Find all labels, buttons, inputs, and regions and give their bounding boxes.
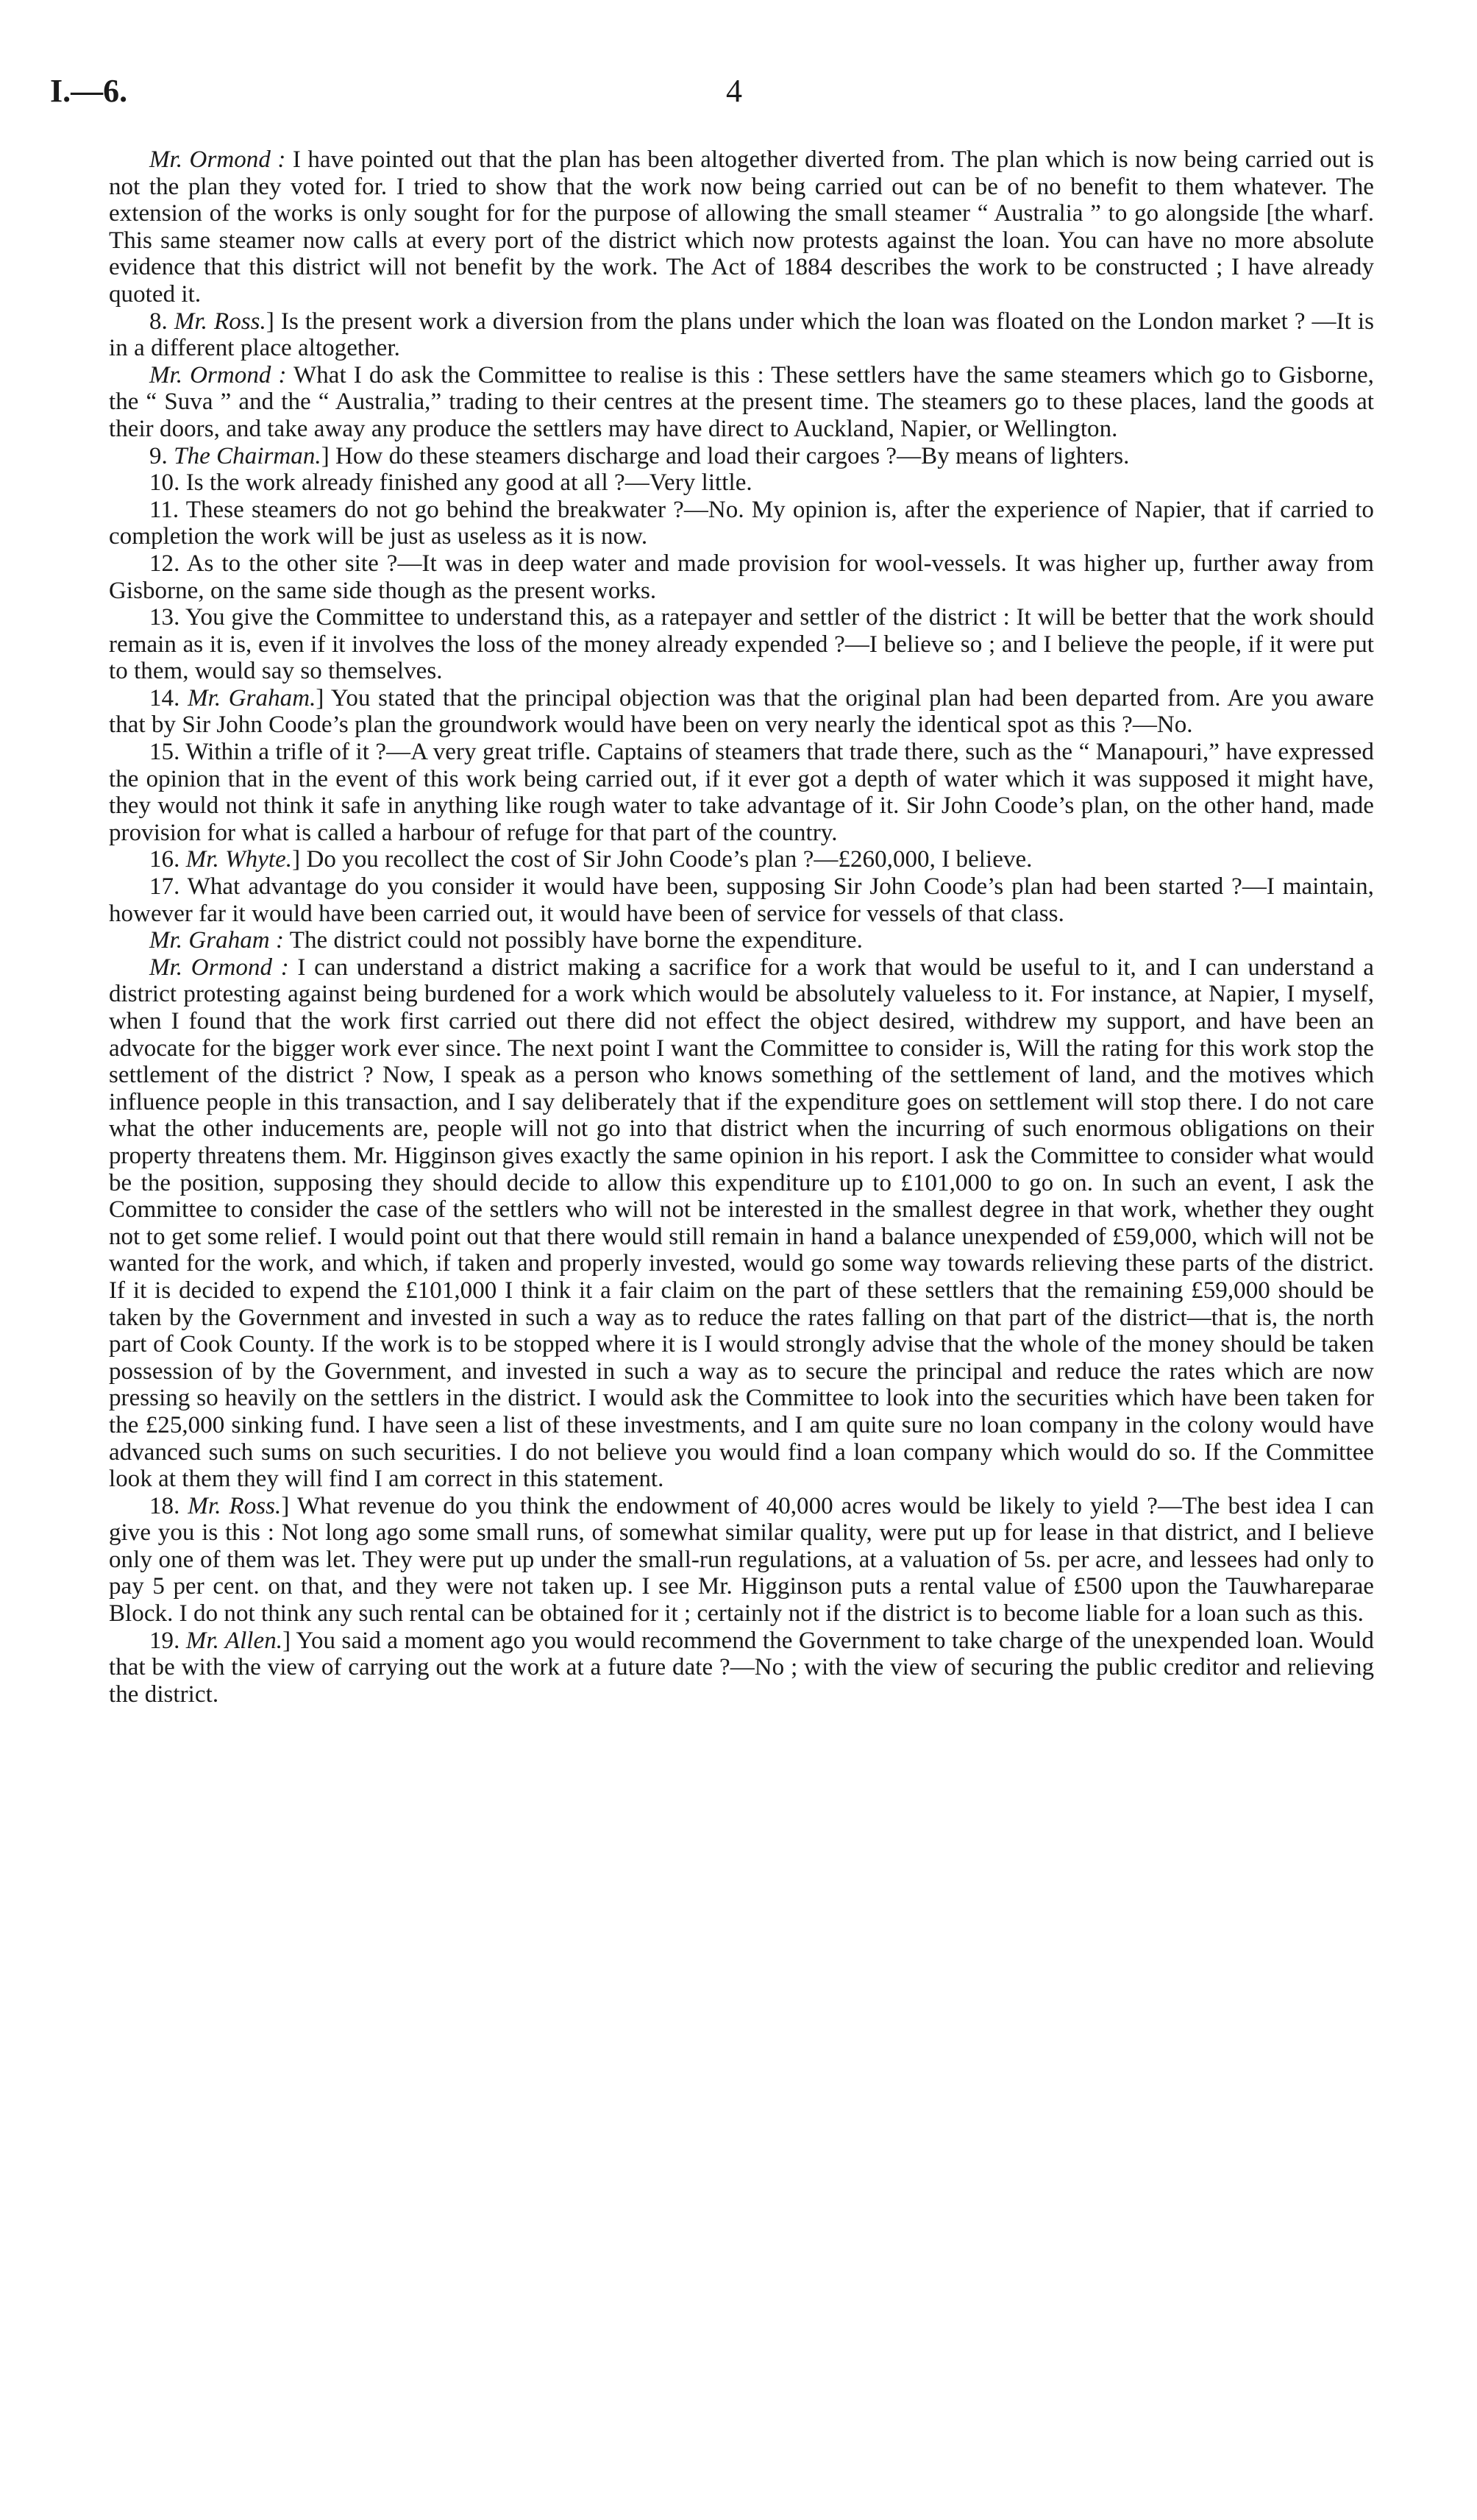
speaker: Mr. Whyte. (185, 846, 293, 873)
question-number: 13. (149, 604, 180, 631)
paragraph (109, 846, 1374, 873)
paragraph (109, 308, 1374, 362)
paragraph (109, 1628, 1374, 1708)
speaker: Mr. Ormond : (149, 361, 287, 388)
paragraph-text: Is the work already finished any good at all ?—Very little. (185, 469, 752, 497)
question-number: 8. (149, 308, 168, 335)
paragraph-text: What I do ask the Committee to realise is this : These settlers have the same steamers which go to Gisborne, the “ Suva ” and the “ Australia,” trading to their centres at the present time. The steamers go to these places, land the goods at their doors, and take away any produce the settlers may have direct to Auckland, Napier, or Wellington. (109, 361, 1374, 442)
paragraph-text: ] What revenue do you think the endowment of 40,000 acres would be likely to yield ?—The best idea I can give you is this : Not long ago some small runs, of somewhat similar quality, were put up for lease in that district, and I believe only one of them was let. They were put up under the small-run regulations, at a valuation of 5s. per acre, and lessees had only to pay 5 per cent. on that, and they were not taken up. I see Mr. Higginson puts a rental value of £500 upon the Tauwhareparae Block. I do not think any such rental can be obtained for it ; certainly not if the district is to become liable for a loan such as this. (109, 1492, 1374, 1628)
speaker: Mr. Graham : (149, 927, 285, 954)
paragraph-text: ] Is the present work a diversion from the plans under which the loan was floated on the London market ? —It is in a different place altogether. (109, 308, 1374, 362)
speaker: Mr. Ormond : (149, 146, 286, 173)
paragraph-text: ] You said a moment ago you would recommend the Government to take charge of the unexpended loan. Would that be with the view of carrying out the work at a future date ?—No ; with the view of securing the public creditor and relieving the district. (109, 1627, 1374, 1708)
paragraph (109, 739, 1374, 846)
document-reference: I.—6. (50, 73, 128, 109)
speaker: The Chairman. (174, 442, 321, 469)
speaker: Mr. Ross. (174, 308, 266, 335)
paragraph (109, 604, 1374, 685)
question-number: 14. (149, 684, 180, 711)
speaker: Mr. Allen. (185, 1627, 283, 1654)
paragraph (109, 954, 1374, 1493)
paragraph-text: I can understand a district making a sacrifice for a work that would be useful to it, and I can understand a district protesting against being burdened for a work which would be absolutely valueless to it. For instance, at Napier, I myself, when I found that the work first carried out there did not effect the object desired, withdrew my support, and have been an advocate for the bigger work ever since. The next point I want the Committee to consider is, Will the rating for this work stop the settlement of the district ? Now, I speak as a person who knows something of the settlement of land, and the motives which influence people in this transaction, and I say deliberately that if the expenditure goes on settlement will stop there. I do not care what the other inducements are, people will not go into that district when the incurring of such enormous obligations on their property threatens them. Mr. Higginson gives exactly the same opinion in his report. I ask the Committee to consider what would be the position, supposing they should decide to allow this expenditure up to £101,000 to go on. In such an event, I ask the Committee to consider the case of the settlers who will not be interested in the smallest degree in that work, whether they ought not to get some relief. I would point out that there would still remain in hand a balance unexpended of £59,000, which will not be wanted for the work, and which, if taken and properly invested, would go some way towards relieving these parts of the district. If it is decided to expend the £101,000 I think it a fair claim on the part of these settlers that the remaining £59,000 should be taken by the Government and invested in such a way as to reduce the rates falling on that part of the district—that is, the north part of Cook County. If the work is to be stopped where it is I would strongly advise that the whole of the money should be taken possession of by the Government, and invested in such a way as to secure the principal and reduce the rates which are now pressing so heavily on the settlers in the district. I would ask the Committee to look into the securities which have been taken for the £25,000 sinking fund. I have seen a list of these investments, and I am quite sure no loan company in the colony would have advanced such sums on such securities. I do not believe you would find a loan company which would do so. If the Committee look at them they will find I am correct in this statement. (109, 954, 1374, 1493)
question-number: 18. (149, 1492, 180, 1519)
paragraph (109, 1493, 1374, 1628)
paragraph (109, 685, 1374, 739)
question-number: 9. (149, 442, 168, 469)
paragraph (109, 146, 1374, 308)
paragraph-text: You give the Committee to understand this, as a ratepayer and settler of the district : It will be better that the work should remain as it is, even if it involves the loss of the money already expended ?—I believe so ; and I believe the people, if it were put to them, would say so themselves. (109, 604, 1374, 685)
page-header (50, 72, 1418, 116)
paragraph (109, 927, 1374, 954)
paragraph-text: ] How do these steamers discharge and load their cargoes ?—By means of lighters. (321, 442, 1130, 469)
speaker: Mr. Ormond : (149, 954, 289, 981)
paragraph-text: As to the other site ?—It was in deep water and made provision for wool-vessels. It was higher up, further away from Gisborne, on the same side though as the present works. (109, 550, 1374, 604)
paragraph-text: I have pointed out that the plan has been altogether diverted from. The plan which is now being carried out is not the plan they voted for. I tried to show that the work now being carried out can be of no benefit to them whatever. The extension of the works is only sought for for the purpose of allowing the small steamer “ Australia ” to go alongside [the wharf. This same steamer now calls at every port of the district which now protests against the loan. You can have no more absolute evidence that this district will not benefit by the work. The Act of 1884 describes the work to be constructed ; I have already quoted it. (109, 146, 1374, 308)
question-number: 10. (149, 469, 180, 497)
question-number: 16. (149, 846, 180, 873)
page-number: 4 (726, 73, 742, 109)
paragraph-text: Within a trifle of it ?—A very great trifle. Captains of steamers that trade there, such as the “ Manapouri,” have expressed the opinion that in the event of this work being carried out, if it ever got a depth of water which it was supposed it might have, they would not think it safe in anything like rough water to take advantage of it. Sir John Coode’s plan, on the other hand, made provision for what is called a harbour of refuge for that part of the country. (109, 739, 1374, 846)
paragraph (109, 550, 1374, 604)
speaker: Mr. Graham. (188, 684, 316, 711)
paragraph (109, 873, 1374, 927)
paragraph-text: These steamers do not go behind the breakwater ?—No. My opinion is, after the experience of Napier, that if carried to completion the work will be just as useless as it is now. (109, 496, 1374, 550)
question-number: 12. (149, 550, 180, 577)
paragraph-text: What advantage do you consider it would have been, supposing Sir John Coode’s plan had been started ?—I maintain, however far it would have been carried out, it would have been of service for vessels of that class. (109, 873, 1374, 927)
minutes-of-evidence (109, 146, 1374, 1708)
paragraph-text: The district could not possibly have borne the expenditure. (284, 927, 863, 954)
paragraph (109, 443, 1374, 470)
question-number: 17. (149, 873, 180, 901)
speaker: Mr. Ross. (188, 1492, 282, 1519)
paragraph (109, 362, 1374, 443)
question-number: 11. (149, 496, 179, 523)
question-number: 15. (149, 739, 180, 766)
paragraph-text: ] Do you recollect the cost of Sir John Coode’s plan ?—£260,000, I believe. (292, 846, 1033, 873)
question-number: 19. (149, 1627, 180, 1654)
paragraph-text: ] You stated that the principal objection was that the original plan had been departed from. Are you aware that by Sir John Coode’s plan the groundwork would have been on very nearly the identical spot as this ?—No. (109, 684, 1374, 739)
paragraph (109, 469, 1374, 497)
paragraph (109, 497, 1374, 550)
